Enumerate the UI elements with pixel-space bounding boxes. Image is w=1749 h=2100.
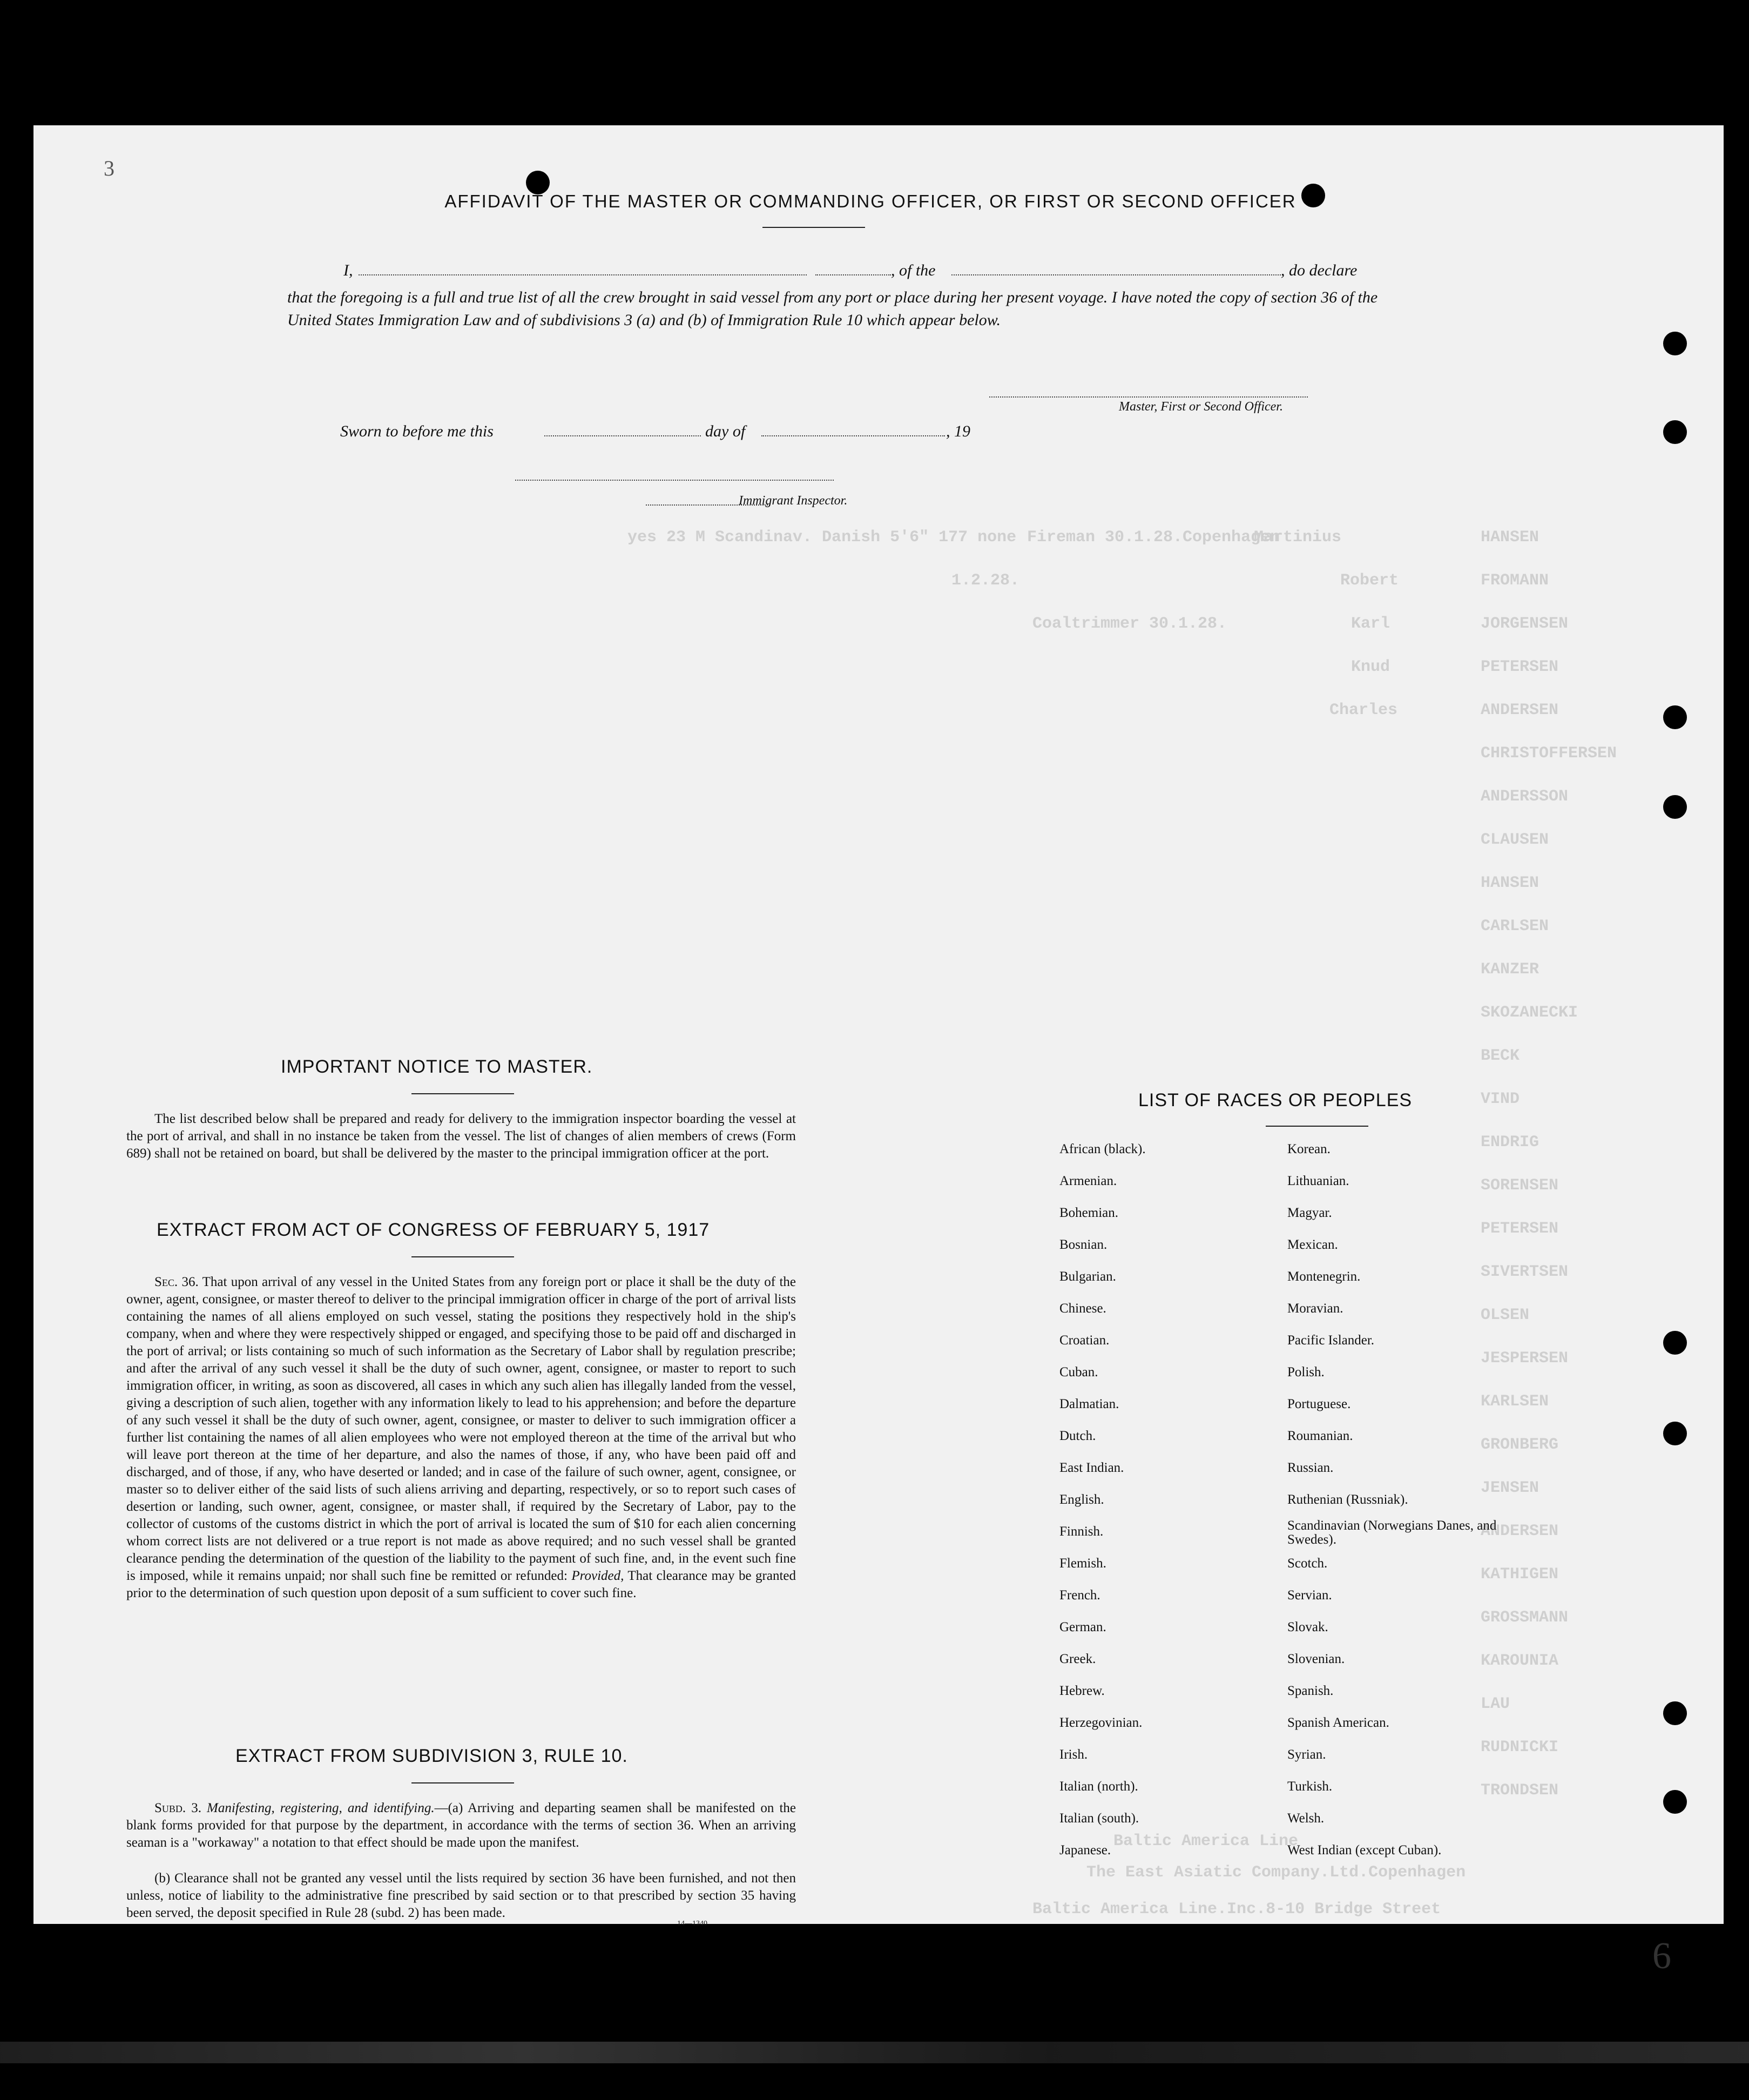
subdivision-a-text: —(a) Arriving and departing seamen shall be manifested on the blank forms provided for that purpose by the department, in accordance with the terms of section 36. When an arriving seaman is a "workaway" a notation to that effect should be made upon the manifest. — [126, 1801, 796, 1850]
sworn-text: Sworn to before me this — [340, 422, 494, 440]
race-item: Armenian. — [1059, 1174, 1117, 1188]
race-item: Spanish. — [1287, 1684, 1334, 1698]
form-number: 14—1340 — [677, 1920, 707, 1928]
subdivision-heading: Manifesting, registering, and identifying. — [207, 1801, 435, 1815]
punch-hole — [1663, 1790, 1687, 1814]
punch-hole — [1663, 420, 1687, 444]
sworn-month-field[interactable] — [761, 435, 945, 436]
punch-hole — [1663, 1701, 1687, 1725]
affidavit-line-i: I, — [343, 261, 353, 279]
race-item: Flemish. — [1059, 1556, 1106, 1571]
race-item: Finnish. — [1059, 1524, 1104, 1539]
punch-hole — [1663, 795, 1687, 819]
sworn-year-label: , 19 — [946, 422, 970, 440]
subdivision-para-a — [126, 1800, 796, 1852]
race-item: Cuban. — [1059, 1365, 1098, 1379]
race-item: Slovenian. — [1287, 1652, 1345, 1666]
inspector-label: Immigrant Inspector. — [739, 494, 848, 508]
subdivision-para-b: (b) Clearance shall not be granted any vessel until the lists required by section 36 have been furnished, and not then unless, notice of liability to the administrative fine prescribed by said section or to that prescribed by section 35 having been served, the deposit specified in Rule 28 (subd. 2) has been made. — [126, 1871, 796, 1920]
extract-rule-underline — [411, 1782, 514, 1783]
master-name-field[interactable] — [359, 274, 807, 275]
race-item: Polish. — [1287, 1365, 1325, 1379]
race-item: Magyar. — [1287, 1206, 1332, 1220]
affidavit-of-the: , of the — [891, 261, 936, 279]
races-underline — [1266, 1126, 1368, 1127]
race-item: Welsh. — [1287, 1811, 1325, 1826]
extract-act-text — [126, 1274, 796, 1602]
punch-hole — [1663, 1331, 1687, 1355]
race-item: Slovak. — [1287, 1620, 1328, 1634]
race-item: Bohemian. — [1059, 1206, 1119, 1220]
notice-text: The list described below shall be prepared and ready for delivery to the immigration inspector boarding the vessel at the port of arrival, and shall in no instance be taken from the vessel. The list of changes of alien members of crews (Form 689) shall not be retained on board, but shall be delivered by the master to the principal immigration officer at the port. — [126, 1112, 796, 1161]
affidavit-declaration: that the foregoing is a full and true list of all the crew brought in said vessel from any port or place during her present voyage. I have noted the copy of section 36 of the United States Immigration Law and of subdivisions 3 (a) and (b) of Immigration Rule 10 which appear below. — [287, 288, 1378, 329]
vessel-name-field[interactable] — [951, 274, 1281, 275]
race-item: Scandinavian (Norwegians Danes, and Swedes). — [1287, 1518, 1497, 1547]
punch-hole — [1663, 1422, 1687, 1445]
provided-label: Provided, — [571, 1569, 624, 1583]
race-item: Irish. — [1059, 1747, 1088, 1762]
race-item: Portuguese. — [1287, 1397, 1351, 1411]
notice-title: IMPORTANT NOTICE TO MASTER. — [281, 1056, 593, 1077]
section-36-text: That upon arrival of any vessel in the United States from any foreign port or place it shall be the duty of the owner, agent, consignee, or master thereof to deliver to the principal immigration officer in charge of the port of arrival lists containing the names of all aliens employed on such vessel, stating the positions they respectively hold in the ship's company, when and where they were respectively shipped or engaged, and specifying those to be paid off and discharged in the port of arrival; or lists containing so much of such information as the Secretary of Labor shall by regulation prescribe; and after the arrival of any such vessel it shall be the duty of such owner, agent, consignee, or master to report to such immigration officer, in writing, as soon as discovered, all cases in which any such alien has illegally landed from the vessel, giving a description of such alien, together with any information likely to lead to his apprehension; and before the departure of any such vessel it shall be the duty of such owner, agent, consignee, or master to deliver to such immigration officer a further list containing the names of all alien employees who were not employed thereon at the time of the arrival but who will leave port thereon at the time of her departure, and also the names of those, if any, who have been paid off and discharged, and of those, if any, who have deserted or landed; and in case of the failure of such owner, agent, consignee, or master so to deliver either of the said lists of such aliens arriving and departing, respectively, or so to report such cases of desertion or landing, such owner, agent, consignee, or master shall, if required by the Secretary of Labor, pay to the collector of customs of the customs district in which the port of arrival is located the sum of $10 for each alien concerning whom correct lists are not delivered or a true report is not made as above required; and no such vessel shall be granted clearance pending the determination of the question of the liability to the payment of such fine, and, in the event such fine is imposed, while it remains unpaid; nor shall such fine be remitted or refunded: — [126, 1275, 796, 1583]
race-item: Italian (south). — [1059, 1811, 1139, 1826]
race-item: Japanese. — [1059, 1843, 1111, 1857]
race-item: Bosnian. — [1059, 1237, 1108, 1252]
race-item: Bulgarian. — [1059, 1269, 1116, 1284]
scan-edge-strip — [0, 2042, 1749, 2063]
extract-act-underline — [411, 1256, 514, 1257]
race-item: Korean. — [1287, 1142, 1331, 1156]
master-signature-label: Master, First or Second Officer. — [1119, 400, 1283, 414]
race-item: Turkish. — [1287, 1779, 1333, 1794]
punch-hole — [1663, 705, 1687, 729]
affidavit-title: AFFIDAVIT OF THE MASTER OR COMMANDING OFFICER, OR FIRST OR SECOND OFFICER — [444, 191, 1296, 211]
race-item: Scotch. — [1287, 1556, 1328, 1571]
race-item: Croatian. — [1059, 1333, 1110, 1348]
races-title: LIST OF RACES OR PEOPLES — [1138, 1090, 1413, 1110]
race-item: Pacific Islander. — [1287, 1333, 1375, 1348]
race-item: Dutch. — [1059, 1429, 1096, 1443]
race-item: Italian (north). — [1059, 1779, 1138, 1794]
sworn-day-field[interactable] — [544, 435, 701, 436]
race-item: Hebrew. — [1059, 1684, 1105, 1698]
race-item: Montenegrin. — [1287, 1269, 1361, 1284]
race-item: Moravian. — [1287, 1301, 1343, 1316]
title-underline — [762, 227, 865, 228]
provided-text: That clearance may be granted prior to the determination of such question upon deposit of a sum sufficient to cover such fine. — [126, 1569, 796, 1600]
race-item: Mexican. — [1287, 1237, 1338, 1252]
race-item: Lithuanian. — [1287, 1174, 1349, 1188]
extract-rule-title: EXTRACT FROM SUBDIVISION 3, RULE 10. — [235, 1746, 628, 1766]
race-item: East Indian. — [1059, 1460, 1124, 1475]
race-item: German. — [1059, 1620, 1106, 1634]
race-item: English. — [1059, 1492, 1104, 1507]
notice-underline — [411, 1093, 514, 1094]
punch-hole — [1663, 332, 1687, 355]
inspector-signature-field[interactable] — [515, 480, 834, 481]
form-page: 3 6 HANSEN Martinius Fireman 30.1.28.Copenhagen yes 23 M Scandinav. Danish 5'6" 177 none FROMANN Robert 1.2.28. JORGENSEN Karl Coaltrimmer 30.1.28. PETERSEN Knud ANDERSEN Charles CHRISTOFFERSEN ANDERSSON CLAUSEN HANSEN CARLSEN KANZER SKOZANECKI BECK VIND ENDRIG SORENSEN PETERSEN SIVERTSEN OLSEN JESPERSEN KARLSEN GRONBERG JENSEN ANDERSEN KATHIGEN GROSSMANN KAROUNIA LAU RUDNICKI TRONDSEN Baltic America Line The East Asiatic Company.Ltd.Copenhagen Baltic America Line.Inc.8-10 Bridge Street AFFIDAVIT OF THE MASTER OR COMMANDING OFFICER, OR FIRST OR SECOND OFFICER I, , of the , do declare that the foregoing is a full and true list of all the crew brought in said vessel from any port or place during her present voyage. I have noted the copy of section 36 of the United States Immigration Law and of subdivisions 3 (a) and (b) of Immigration Rule 10 which appear below. Master, First or Second Officer. Sworn to before me this day of , 19 Immigrant Inspector. IMPORTANT NOTICE TO MASTER. The list described below shall be prepared and ready for delivery to the immigration inspector boarding the vessel at the port of arrival, and shall in no instance be taken from the vessel. The list of changes of alien members of crews (Form 689) shall not be retained on board, but shall be delivered by the master to the principal immigration officer at the port. EXTRACT FROM ACT OF CONGRESS OF FEBRUARY 5, 1917 Sec. 36. That upon arrival of any vessel in the United States from any foreign port or place it shall be the duty of the owner, agent, consignee, or master thereof to deliver to the principal immigration officer in charge of the port of arrival lists containing the names of all aliens employed on such vessel, stating the positions they respectively hold in the ship's company, when and where they were respectively shipped or engaged, and specifying those to be paid off and discharged in the port of arrival; or lists containing so much of such information as the Secretary of Labor shall by regulation prescribe; and after the arrival of any such vessel it shall be the duty of such owner, agent, consignee, or master to report to such immigration officer, in writing, as soon as discovered, all cases in which any such alien has illegally landed from the vessel, giving a description of such alien, together with any information likely to lead to his apprehension; and before the departure of any such vessel it shall be the duty of such owner, agent, consignee, or master to deliver to such immigration officer a further list containing the names of all alien employees who were not employed thereon at the time of the arrival but who will leave port thereon at the time of her departure, and also the names of those, if any, who have been paid off and discharged, and of those, if any, who have deserted or landed; and in case of the failure of such owner, agent, consignee, or master so to deliver either of the said lists of such aliens arriving and departing, respectively, or so to report such cases of desertion or landing, such owner, agent, consignee, or master shall, if required by the Secretary of Labor, pay to the collector of customs of the customs district in which the port of arrival is located the sum of $10 for each alien concerning whom correct lists are not delivered or a true report is not made as above required; and no such vessel shall be granted clearance pending the determination of the question of the liability to the payment of such fine, and, in the event such fine is imposed, while it remains unpaid; nor shall such fine be remitted or refunded: Provided, That clearance may be granted prior to the determination of such question upon deposit of a sum sufficient to cover such fine. EXTRACT FROM SUBDIVISION 3, RULE 10. Subd. 3. Manifesting, registering, and identifying.—(a) Arriving and departing seamen shall be manifested on the blank forms provided for that purpose by the department, in accordance with the terms of section 36. When an arriving seaman is a "workaway" a notation to that effect should be made upon the manifest. (b) Clearance shall not be granted any vessel until the lists required by section 36 have been furnished, and not then unless, notice of liability to the administrative fine prescribed by said section or to that prescribed by section 35 having been served, the deposit specified in Rule 28 (subd. 2) has been made. 14—1340 LIST OF RACES OR PEOPLES African (black). Armenian. Bohemian. Bosnian. Bulgarian. Chinese. Croatian. Cuban. Dalmatian. Dutch. East Indian. English. Finnish. Flemish. French. German. Greek. Hebrew. Herzegovinian. Irish. Italian (north). Italian (south). Japanese. Korean. Lithuanian. Magyar. Mexican. Montenegrin. Moravian. Pacific Islander. Polish. Portuguese. Roumanian. Russian. Ruthenian (Russniak). Scandinavian (Norwegians Danes, and Swedes). Scotch. Servian. Slovak. Slovenian. Spanish. Spanish American. Syrian. Turkish. Welsh. West Indian (except Cuban). — [33, 125, 1724, 1924]
race-item: Ruthenian (Russniak). — [1287, 1492, 1408, 1507]
subdivision-label: Subd. 3. — [154, 1801, 201, 1815]
race-item: Russian. — [1287, 1460, 1334, 1475]
margin-mark: 3 — [104, 156, 114, 180]
race-item: Spanish American. — [1287, 1715, 1389, 1730]
race-item: African (black). — [1059, 1142, 1146, 1156]
race-item: Roumanian. — [1287, 1429, 1353, 1443]
race-item: Dalmatian. — [1059, 1397, 1119, 1411]
sworn-day-label: day of — [705, 422, 746, 440]
master-signature-field[interactable] — [989, 396, 1308, 398]
affidavit-do-declare: , do declare — [1281, 261, 1358, 279]
margin-mark: 6 — [1652, 1935, 1671, 1977]
race-item: French. — [1059, 1588, 1100, 1603]
section-label: Sec. 36. — [154, 1275, 199, 1289]
extract-act-title: EXTRACT FROM ACT OF CONGRESS OF FEBRUARY 5, 1917 — [157, 1220, 710, 1240]
race-item: West Indian (except Cuban). — [1287, 1843, 1442, 1857]
race-item: Greek. — [1059, 1652, 1096, 1666]
race-item: Herzegovinian. — [1059, 1715, 1143, 1730]
race-item: Syrian. — [1287, 1747, 1326, 1762]
race-item: Chinese. — [1059, 1301, 1106, 1316]
master-rank-field[interactable] — [815, 274, 891, 275]
race-item: Servian. — [1287, 1588, 1332, 1603]
